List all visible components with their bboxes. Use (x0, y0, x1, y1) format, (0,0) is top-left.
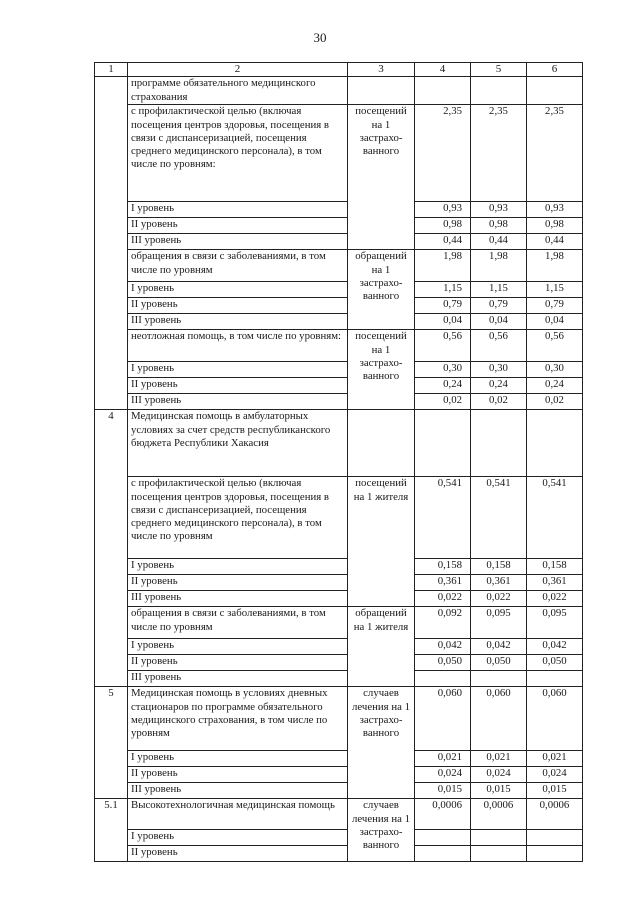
row-number-cell: 5 (95, 687, 128, 799)
table-row (95, 767, 583, 783)
table-row (95, 314, 583, 330)
value-cell-6: 0,04 (527, 314, 583, 330)
table-row (95, 591, 583, 607)
header-cell: 6 (527, 63, 583, 77)
value-cell-6: 1,98 (527, 250, 583, 282)
page-number: 30 (313, 30, 327, 45)
value-cell-5: 0,021 (471, 751, 527, 767)
indicator-cell: обращения в связи с заболеваниями, в том числе по уровням (128, 607, 348, 639)
value-cell-5: 0,02 (471, 394, 527, 410)
table-row (95, 202, 583, 218)
header-cell: 5 (471, 63, 527, 77)
row-number-cell: 5.1 (95, 799, 128, 862)
table-row (95, 330, 583, 362)
value-cell-5: 0,541 (471, 477, 527, 559)
value-cell-4 (415, 830, 471, 846)
indicator-cell: II уровень (128, 378, 348, 394)
value-cell-4: 0,361 (415, 575, 471, 591)
indicator-cell: с профилактической целью (включая посещения центров здоровья, посещения в связи с диспансеризацией, посещения среднего медицинского персонала), в том числе по уровням: (128, 105, 348, 202)
table-row (95, 250, 583, 282)
unit-cell: посещений на 1 застрахо-ванного (348, 330, 415, 410)
value-cell-6: 0,042 (527, 639, 583, 655)
value-cell-4: 0,93 (415, 202, 471, 218)
value-cell-5: 2,35 (471, 105, 527, 202)
indicator-cell: Медицинская помощь в условиях дневных стационаров по программе обязательного медицинского страхования, в том числе по уровням (128, 687, 348, 751)
value-cell-4: 0,541 (415, 477, 471, 559)
value-cell-5: 0,015 (471, 783, 527, 799)
indicator-cell: программе обязательного медицинского страхования (128, 77, 348, 105)
value-cell-4: 0,024 (415, 767, 471, 783)
indicator-cell: III уровень (128, 234, 348, 250)
value-cell-6: 0,79 (527, 298, 583, 314)
value-cell-4: 0,092 (415, 607, 471, 639)
value-cell-4: 0,30 (415, 362, 471, 378)
value-cell-6: 2,35 (527, 105, 583, 202)
value-cell-6 (527, 410, 583, 477)
unit-cell: посещений на 1 жителя (348, 477, 415, 607)
indicator-cell: II уровень (128, 298, 348, 314)
table-row (95, 298, 583, 314)
value-cell-4: 0,04 (415, 314, 471, 330)
table-row (95, 846, 583, 862)
indicator-cell: обращения в связи с заболеваниями, в том числе по уровням (128, 250, 348, 282)
value-cell-4: 0,79 (415, 298, 471, 314)
indicator-cell: II уровень (128, 846, 348, 862)
value-cell-5: 0,56 (471, 330, 527, 362)
indicator-cell: I уровень (128, 751, 348, 767)
value-cell-6: 0,022 (527, 591, 583, 607)
indicator-cell: I уровень (128, 202, 348, 218)
value-cell-6: 0,98 (527, 218, 583, 234)
value-cell-5: 0,0006 (471, 799, 527, 830)
value-cell-6: 0,015 (527, 783, 583, 799)
value-cell-4: 1,98 (415, 250, 471, 282)
value-cell-5: 0,44 (471, 234, 527, 250)
value-cell-5: 0,022 (471, 591, 527, 607)
value-cell-4: 0,56 (415, 330, 471, 362)
indicator-cell: Медицинская помощь в амбулаторных условиях за счет средств республиканского бюджета Республики Хакасия (128, 410, 348, 477)
value-cell-5 (471, 846, 527, 862)
value-cell-4: 0,042 (415, 639, 471, 655)
value-cell-4 (415, 77, 471, 105)
indicator-cell: I уровень (128, 362, 348, 378)
table-row (95, 639, 583, 655)
table-row (95, 394, 583, 410)
indicator-cell: I уровень (128, 559, 348, 575)
value-cell-4: 0,022 (415, 591, 471, 607)
table-row (95, 830, 583, 846)
indicator-cell: неотложная помощь, в том числе по уровням: (128, 330, 348, 362)
indicator-cell: III уровень (128, 394, 348, 410)
table-row (95, 218, 583, 234)
indicator-cell: II уровень (128, 218, 348, 234)
value-cell-4: 0,021 (415, 751, 471, 767)
table-row (95, 575, 583, 591)
value-cell-5: 0,04 (471, 314, 527, 330)
value-cell-6 (527, 846, 583, 862)
unit-cell (348, 410, 415, 477)
value-cell-6: 0,060 (527, 687, 583, 751)
indicator-cell: II уровень (128, 767, 348, 783)
value-cell-6 (527, 830, 583, 846)
value-cell-6: 0,24 (527, 378, 583, 394)
value-cell-4 (415, 410, 471, 477)
value-cell-6: 0,024 (527, 767, 583, 783)
value-cell-6: 0,095 (527, 607, 583, 639)
indicator-cell: III уровень (128, 671, 348, 687)
value-cell-5 (471, 671, 527, 687)
table-row (95, 282, 583, 298)
value-cell-4: 2,35 (415, 105, 471, 202)
table-row (95, 105, 583, 202)
value-cell-6: 0,56 (527, 330, 583, 362)
value-cell-5: 0,361 (471, 575, 527, 591)
indicator-cell: I уровень (128, 282, 348, 298)
table-row (95, 751, 583, 767)
value-cell-6 (527, 671, 583, 687)
unit-cell (348, 77, 415, 105)
table-row (95, 378, 583, 394)
table-row (95, 362, 583, 378)
value-cell-6: 0,050 (527, 655, 583, 671)
value-cell-5: 0,79 (471, 298, 527, 314)
unit-cell: обращений на 1 застрахо-ванного (348, 250, 415, 330)
table-row (95, 410, 583, 477)
value-cell-6: 0,30 (527, 362, 583, 378)
indicator-cell: I уровень (128, 830, 348, 846)
value-cell-5: 0,158 (471, 559, 527, 575)
table-row (95, 655, 583, 671)
data-table (94, 62, 583, 862)
value-cell-6: 0,541 (527, 477, 583, 559)
header-row (95, 63, 583, 77)
value-cell-5: 0,24 (471, 378, 527, 394)
indicator-cell: I уровень (128, 639, 348, 655)
table-row (95, 559, 583, 575)
value-cell-6 (527, 77, 583, 105)
value-cell-4: 0,158 (415, 559, 471, 575)
value-cell-5 (471, 410, 527, 477)
value-cell-6: 0,02 (527, 394, 583, 410)
value-cell-4: 0,060 (415, 687, 471, 751)
value-cell-5: 0,060 (471, 687, 527, 751)
value-cell-4: 0,02 (415, 394, 471, 410)
table-row (95, 477, 583, 559)
row-number-cell: 4 (95, 410, 128, 687)
value-cell-4: 0,24 (415, 378, 471, 394)
value-cell-5: 0,024 (471, 767, 527, 783)
unit-cell: посещений на 1 застрахо-ванного (348, 105, 415, 250)
indicator-cell: с профилактической целью (включая посещения центров здоровья, посещения в связи с диспансеризацией, посещения среднего медицинского персонала), в том числе по уровням (128, 477, 348, 559)
indicator-cell: III уровень (128, 314, 348, 330)
unit-cell: случаев лечения на 1 застрахо-ванного (348, 799, 415, 862)
value-cell-5: 0,93 (471, 202, 527, 218)
value-cell-4: 0,0006 (415, 799, 471, 830)
header-cell: 3 (348, 63, 415, 77)
header-cell: 2 (128, 63, 348, 77)
value-cell-5: 1,15 (471, 282, 527, 298)
unit-cell: обращений на 1 жителя (348, 607, 415, 687)
header-cell: 1 (95, 63, 128, 77)
value-cell-4: 0,050 (415, 655, 471, 671)
table-row (95, 77, 583, 105)
table-row (95, 234, 583, 250)
value-cell-4: 0,98 (415, 218, 471, 234)
value-cell-5: 1,98 (471, 250, 527, 282)
value-cell-6: 0,93 (527, 202, 583, 218)
value-cell-5: 0,050 (471, 655, 527, 671)
indicator-cell: III уровень (128, 783, 348, 799)
value-cell-6: 0,021 (527, 751, 583, 767)
value-cell-5 (471, 77, 527, 105)
indicator-cell: III уровень (128, 591, 348, 607)
value-cell-4: 0,015 (415, 783, 471, 799)
value-cell-4: 0,44 (415, 234, 471, 250)
table-row (95, 687, 583, 751)
table-row (95, 607, 583, 639)
table-row (95, 671, 583, 687)
value-cell-6: 0,44 (527, 234, 583, 250)
value-cell-5: 0,30 (471, 362, 527, 378)
value-cell-4 (415, 846, 471, 862)
value-cell-4: 1,15 (415, 282, 471, 298)
value-cell-6: 0,361 (527, 575, 583, 591)
unit-cell: случаев лечения на 1 застрахо-ванного (348, 687, 415, 799)
value-cell-5: 0,095 (471, 607, 527, 639)
indicator-cell: II уровень (128, 575, 348, 591)
table-row (95, 799, 583, 830)
value-cell-5 (471, 830, 527, 846)
value-cell-5: 0,98 (471, 218, 527, 234)
indicator-cell: II уровень (128, 655, 348, 671)
value-cell-5: 0,042 (471, 639, 527, 655)
value-cell-6: 0,158 (527, 559, 583, 575)
value-cell-6: 0,0006 (527, 799, 583, 830)
header-cell: 4 (415, 63, 471, 77)
indicator-cell: Высокотехнологичная медицинская помощь (128, 799, 348, 830)
value-cell-4 (415, 671, 471, 687)
table-row (95, 783, 583, 799)
row-number-cell (95, 77, 128, 410)
value-cell-6: 1,15 (527, 282, 583, 298)
